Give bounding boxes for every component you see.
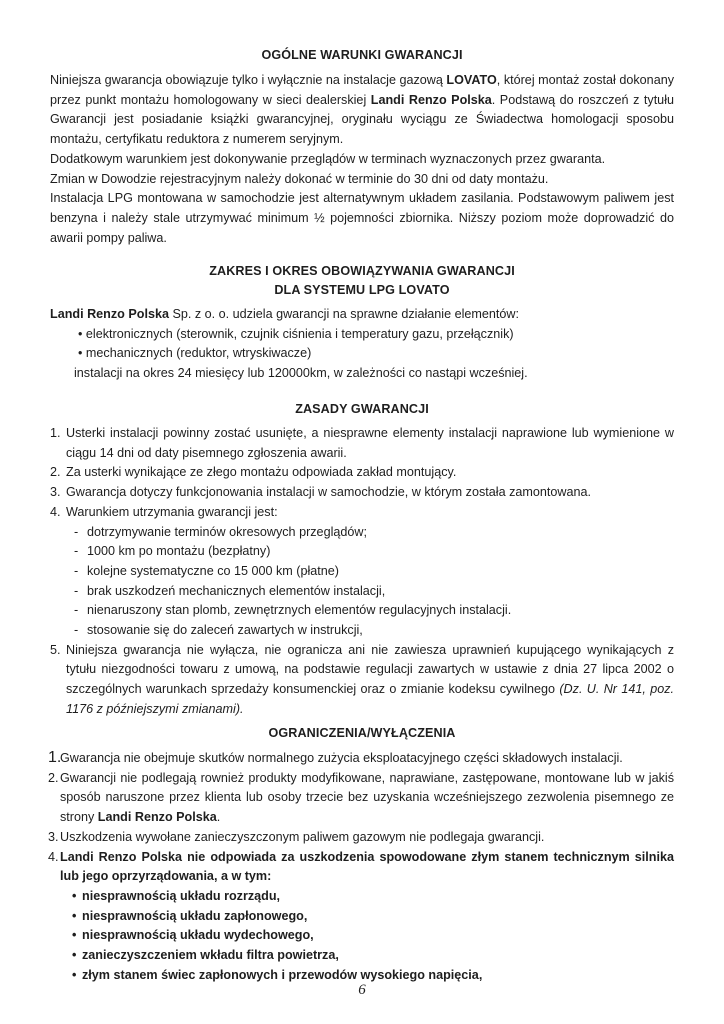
item-text: Uszkodzenia wywołane zanieczyszczonym paliwem gazowym nie podlegaja gwarancji.: [60, 829, 545, 844]
condition-item: - nienaruszony stan plomb, zewnętrznych elementów regulacyjnych instalacji.: [74, 601, 674, 621]
paragraph: [50, 305, 674, 325]
text-span: . Podstawą do roszczeń z tytułu Gwarancji jest posiadanie książki gwarancyjnej, oryginału wyciągu ze Świadectwa homologacji sposobu montażu, certyfikatu reduktora z numerem seryjnym.: [50, 92, 674, 147]
list-item: [48, 749, 674, 769]
list-item: [50, 641, 674, 720]
condition-item: - kolejne systematyczne co 15 000 km (płatne): [74, 562, 674, 582]
exclusion-item: • zanieczyszczeniem wkładu filtra powietrza,: [72, 946, 674, 966]
list-item: [48, 828, 674, 848]
item-text: Gwarancja dotyczy funkcjonowania instalacji w samochodzie, w którym została zamontowana.: [66, 485, 591, 500]
item-number: 2.: [48, 770, 59, 785]
text-span: , której montaż został dokonany przez punkt montażu homologowany w sieci dealerskiej: [50, 73, 674, 107]
condition-item: - 1000 km po montażu (bezpłatny): [74, 542, 674, 562]
item-number: 4.: [48, 849, 59, 864]
condition-item: - brak uszkodzeń mechanicznych elementów instalacji,: [74, 582, 674, 602]
exclusion-item: • niesprawnością układu rozrządu,: [72, 887, 674, 907]
text-span: .: [216, 810, 221, 825]
text-span: Sp. z o. o. udziela gwarancji na sprawne działanie elementów:: [168, 307, 519, 321]
section-title-general-conditions: OGÓLNE WARUNKI GWARANCJI: [261, 48, 463, 62]
paragraph: [50, 71, 674, 150]
scope-text: [50, 305, 674, 384]
list-item: [50, 463, 674, 483]
rules-list: [50, 424, 674, 720]
item-text: Niniejsza gwarancja nie wyłącza, nie ogranicza ani nie zawiesza uprawnień kupującego wynikających z tytułu niezgodności towaru z umową, na podstawie regulacji zawartych w ustawie z dnia 27 lipca 2002 o szczególnych warunkach sprzedaży konsumenckiej oraz o zmianie kodeksu cywilnego: [66, 642, 674, 697]
company-name: Landi Renzo Polska: [97, 810, 217, 825]
item-text: Warunkiem utrzymania gwarancji jest:: [66, 504, 278, 519]
condition-item: - stosowanie się do zaleceń zawartych w instrukcji,: [74, 621, 674, 641]
condition-item: - dotrzymywanie terminów okresowych przeglądów;: [74, 523, 674, 543]
item-number: 5.: [50, 642, 61, 657]
paragraph: Zmian w Dowodzie rejestracyjnym należy dokonać w terminie do 30 dni od daty montażu.: [50, 171, 549, 186]
list-item: [48, 848, 674, 887]
exclusion-item: • niesprawnością układu wydechowego,: [72, 926, 674, 946]
section-title-rules: ZASADY GWARANCJI: [295, 402, 429, 416]
legal-reference: (Dz. U. Nr 141, poz. 1176 z późniejszymi zmianami).: [66, 682, 674, 716]
bullet-item: • mechanicznych (reduktor, wtryskiwacze): [78, 346, 312, 361]
exclusion-item: • niesprawnością układu zapłonowego,: [72, 907, 674, 927]
general-conditions-text: [50, 71, 674, 248]
item-number: 3.: [50, 485, 61, 500]
paragraph: Dodatkowym warunkiem jest dokonywanie przeglądów w terminach wyznaczonych przez gwaranta.: [50, 151, 606, 166]
item-text: Za usterki wynikające ze złego montażu odpowiada zakład montujący.: [66, 465, 457, 480]
exclusion-item: • złym stanem świec zapłonowych i przewodów wysokiego napięcia,: [72, 966, 674, 986]
item-text: Gwarancji nie podlegają rownież produkty modyfikowane, naprawiane, zastępowane, montowane lub w jakiś sposób naruszone przez klienta lub osoby trzecie bez uzyskania wcześniejszego zezwolenia pisemnego ze strony: [60, 770, 674, 825]
item-text: Gwarancja nie obejmuje skutków normalnego zużycia eksploatacyjnego części składowych instalacji.: [60, 751, 623, 765]
text-span: Niniejsza gwarancja obowiązuje tylko i wyłącznie na instalacje gazową: [50, 73, 447, 87]
item-text: Usterki instalacji powinny zostać usunięte, a niesprawne elementy instalacji naprawione lub wymienione w ciągu 14 dni od daty pisemnego zgłoszenia awarii.: [66, 426, 674, 460]
list-item: [50, 483, 674, 503]
limitations-list: [48, 749, 674, 985]
item-number: 2.: [50, 465, 61, 480]
list-item: [50, 424, 674, 463]
item-text: Landi Renzo Polska nie odpowiada za uszkodzenia spowodowane złym stanem technicznym silnika lub jego oprzyrządowania, a w tym:: [60, 849, 674, 884]
bullet-item: • elektronicznych (sterownik, czujnik ciśnienia i temperatury gazu, przełącznik): [78, 326, 514, 341]
list-item: [48, 769, 674, 828]
item-number: 3.: [48, 829, 59, 844]
brand-lovato: LOVATO: [446, 73, 497, 87]
title-line: ZAKRES I OKRES OBOWIĄZYWANIA GWARANCJI: [209, 264, 515, 278]
page-number: 6: [358, 982, 366, 998]
item-number: 4.: [50, 504, 61, 519]
item-number: 1.: [50, 426, 61, 440]
paragraph: instalacji na okres 24 miesięcy lub 120000km, w zależności co nastąpi wcześniej.: [74, 366, 528, 381]
section-title-scope: [50, 262, 674, 300]
company-name: Landi Renzo Polska: [370, 92, 492, 107]
paragraph: Instalacja LPG montowana w samochodzie jest alternatywnym układem zasilania. Podstawowym paliwem jest benzyna i należy stale utrzymywać minimum ½ pojemności zbiornika. Niższy poziom może doprowadzić do awarii pompy paliwa.: [50, 191, 674, 245]
item-number: 1.: [48, 749, 62, 766]
section-title-limitations: OGRANICZENIA/WYŁĄCZENIA: [268, 726, 456, 740]
company-name: Landi Renzo Polska: [50, 307, 169, 321]
list-item: [50, 503, 674, 523]
title-line: DLA SYSTEMU LPG LOVATO: [274, 283, 450, 297]
